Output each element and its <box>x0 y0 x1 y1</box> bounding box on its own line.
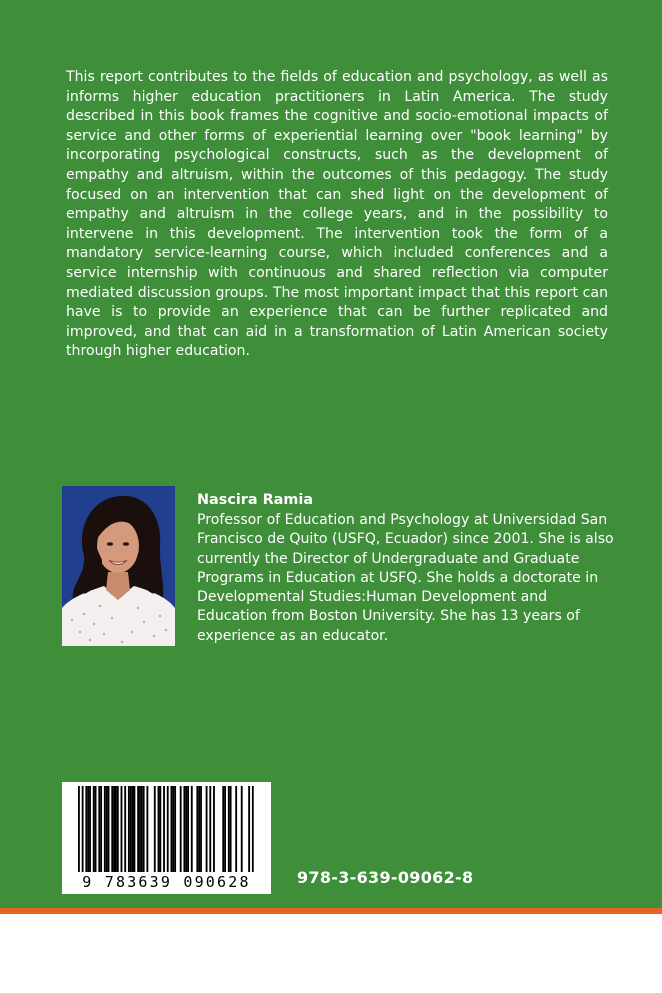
barcode-digits: 9 783639 090628 <box>82 873 251 891</box>
barcode <box>62 782 271 894</box>
orange-stripe <box>0 908 662 914</box>
book-blurb: This report contributes to the fields of education and psychology, as well as informs higher education practitioners in Latin America. The study described in this book frames the cognitive and socio-emotional impacts of service and other forms of experiential learning over "book learning" by incorporating psychological constructs, such as the development of empathy and altruism, within the outcomes of this pedagogy. The study focused on an intervention that can shed light on the development of empathy and altruism in the college years, and in the possibility to intervene in this development. The intervention took the form of a mandatory service-learning course, which included conferences and a service internship with continuous and shared reflection via computer mediated discussion groups. The most important impact that this report can have is to provide an experience that can be further replicated and improved, and that can aid in a transformation of Latin American society through higher education. <box>66 69 608 360</box>
author-name: Nascira Ramia <box>197 492 314 508</box>
author-photo <box>62 486 175 646</box>
author-bio: Professor of Education and Psychology at Universidad San Francisco de Quito (USFQ, Ecuador) since 2001. She is also currently the Director of Undergraduate and Graduate Programs in Education at USFQ. She holds a doctorate in Developmental Studies:Human Development and Education from Boston University. She has 13 years of experience as an educator. <box>197 512 614 644</box>
isbn-number: 978-3-639-09062-8 <box>297 868 474 887</box>
